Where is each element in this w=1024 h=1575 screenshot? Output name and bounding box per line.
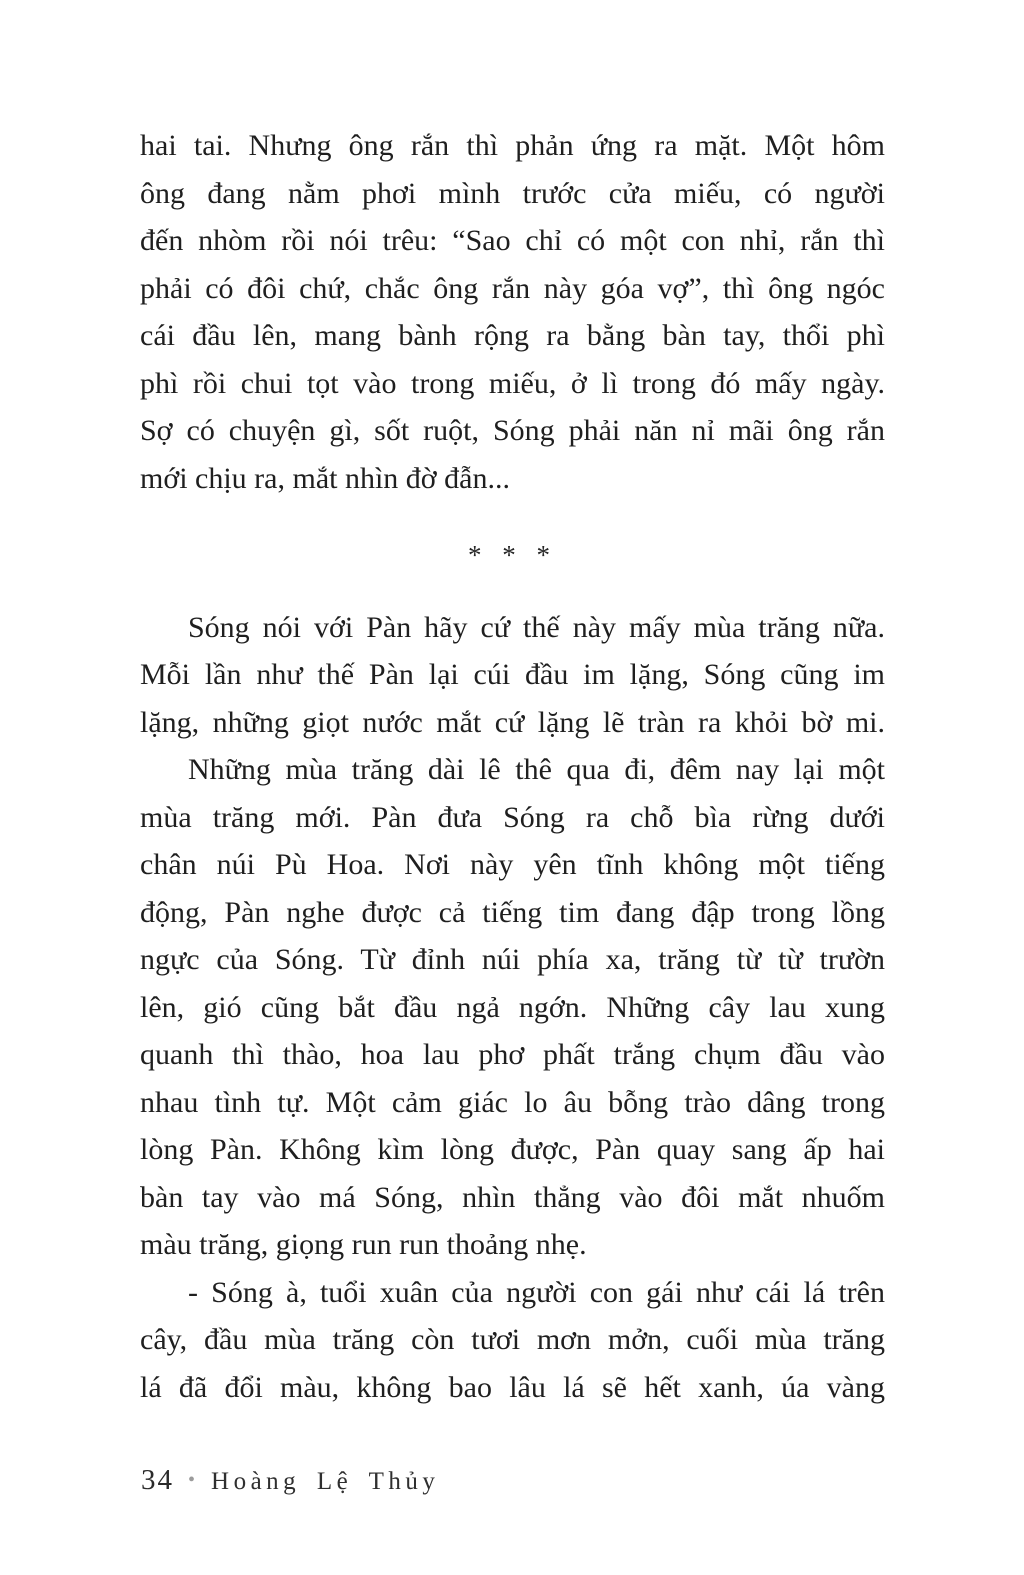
text-line: chân núi Pù Hoa. Nơi này yên tĩnh không một tiếng [140, 848, 885, 881]
text-line: Sóng nói với Pàn hãy cứ thế này mấy mùa trăng nữa. [188, 610, 885, 644]
text-line: hai tai. Nhưng ông rắn thì phản ứng ra mặt. Một hôm [140, 129, 885, 162]
text-line: nhau tình tự. Một cảm giác lo âu bỗng trào dâng trong [140, 1085, 885, 1119]
text-line: bàn tay vào má Sóng, nhìn thẳng vào đôi mắt nhuốm [140, 1180, 885, 1214]
footer-bullet-icon: • [188, 1469, 196, 1491]
page-footer [141, 1462, 439, 1498]
page-number: 34 [141, 1464, 174, 1496]
text-line: ông đang nằm phơi mình trước cửa miếu, có người [140, 176, 885, 210]
text-line: phì rồi chui tọt vào trong miếu, ở lì trong đó mấy ngày. [140, 366, 885, 400]
text-line: - Sóng à, tuổi xuân của người con gái như cái lá trên [188, 1275, 885, 1309]
text-line: lá đã đổi màu, không bao lâu lá sẽ hết xanh, úa vàng [140, 1370, 885, 1404]
text-line: cây, đầu mùa trăng còn tươi mơn mởn, cuối mùa trăng [140, 1323, 885, 1356]
text-line: lên, gió cũng bắt đầu ngả ngớn. Những cây lau xung [140, 990, 885, 1024]
text-line: Mỗi lần như thế Pàn lại cúi đầu im lặng, Sóng cũng im [140, 658, 885, 691]
text-line: màu trăng, giọng run run thoảng nhẹ. [140, 1228, 587, 1261]
text-line: ngực của Sóng. Từ đỉnh núi phía xa, trăng từ từ trườn [140, 943, 885, 976]
text-line: mới chịu ra, mắt nhìn đờ đẫn... [140, 461, 510, 495]
text-line: động, Pàn nghe được cả tiếng tim đang đập trong lồng [140, 895, 885, 929]
text-line: quanh thì thào, hoa lau phơ phất trắng chụm đầu vào [140, 1038, 885, 1071]
text-line: lặng, những giọt nước mắt cứ lặng lẽ tràn ra khỏi bờ mi. [140, 705, 885, 739]
text-line: đến nhòm rồi nói trêu: “Sao chỉ có một con nhỉ, rắn thì [140, 224, 885, 257]
text-line: cái đầu lên, mang bành rộng ra bằng bàn tay, thổi phì [140, 319, 885, 352]
text-line: lòng Pàn. Không kìm lòng được, Pàn quay sang ấp hai [140, 1133, 885, 1166]
author-name: Hoàng Lệ Thủy [211, 1468, 440, 1495]
body-text [140, 122, 885, 1411]
text-line: Sợ có chuyện gì, sốt ruột, Sóng phải năn nỉ mãi ông rắn [140, 414, 885, 447]
text-line: mùa trăng mới. Pàn đưa Sóng ra chỗ bìa rừng dưới [140, 800, 885, 834]
section-separator: * * * [468, 540, 557, 570]
text-line: phải có đôi chứ, chắc ông rắn này góa vợ”, thì ông ngóc [140, 271, 885, 305]
text-line: Những mùa trăng dài lê thê qua đi, đêm nay lại một [188, 753, 885, 786]
